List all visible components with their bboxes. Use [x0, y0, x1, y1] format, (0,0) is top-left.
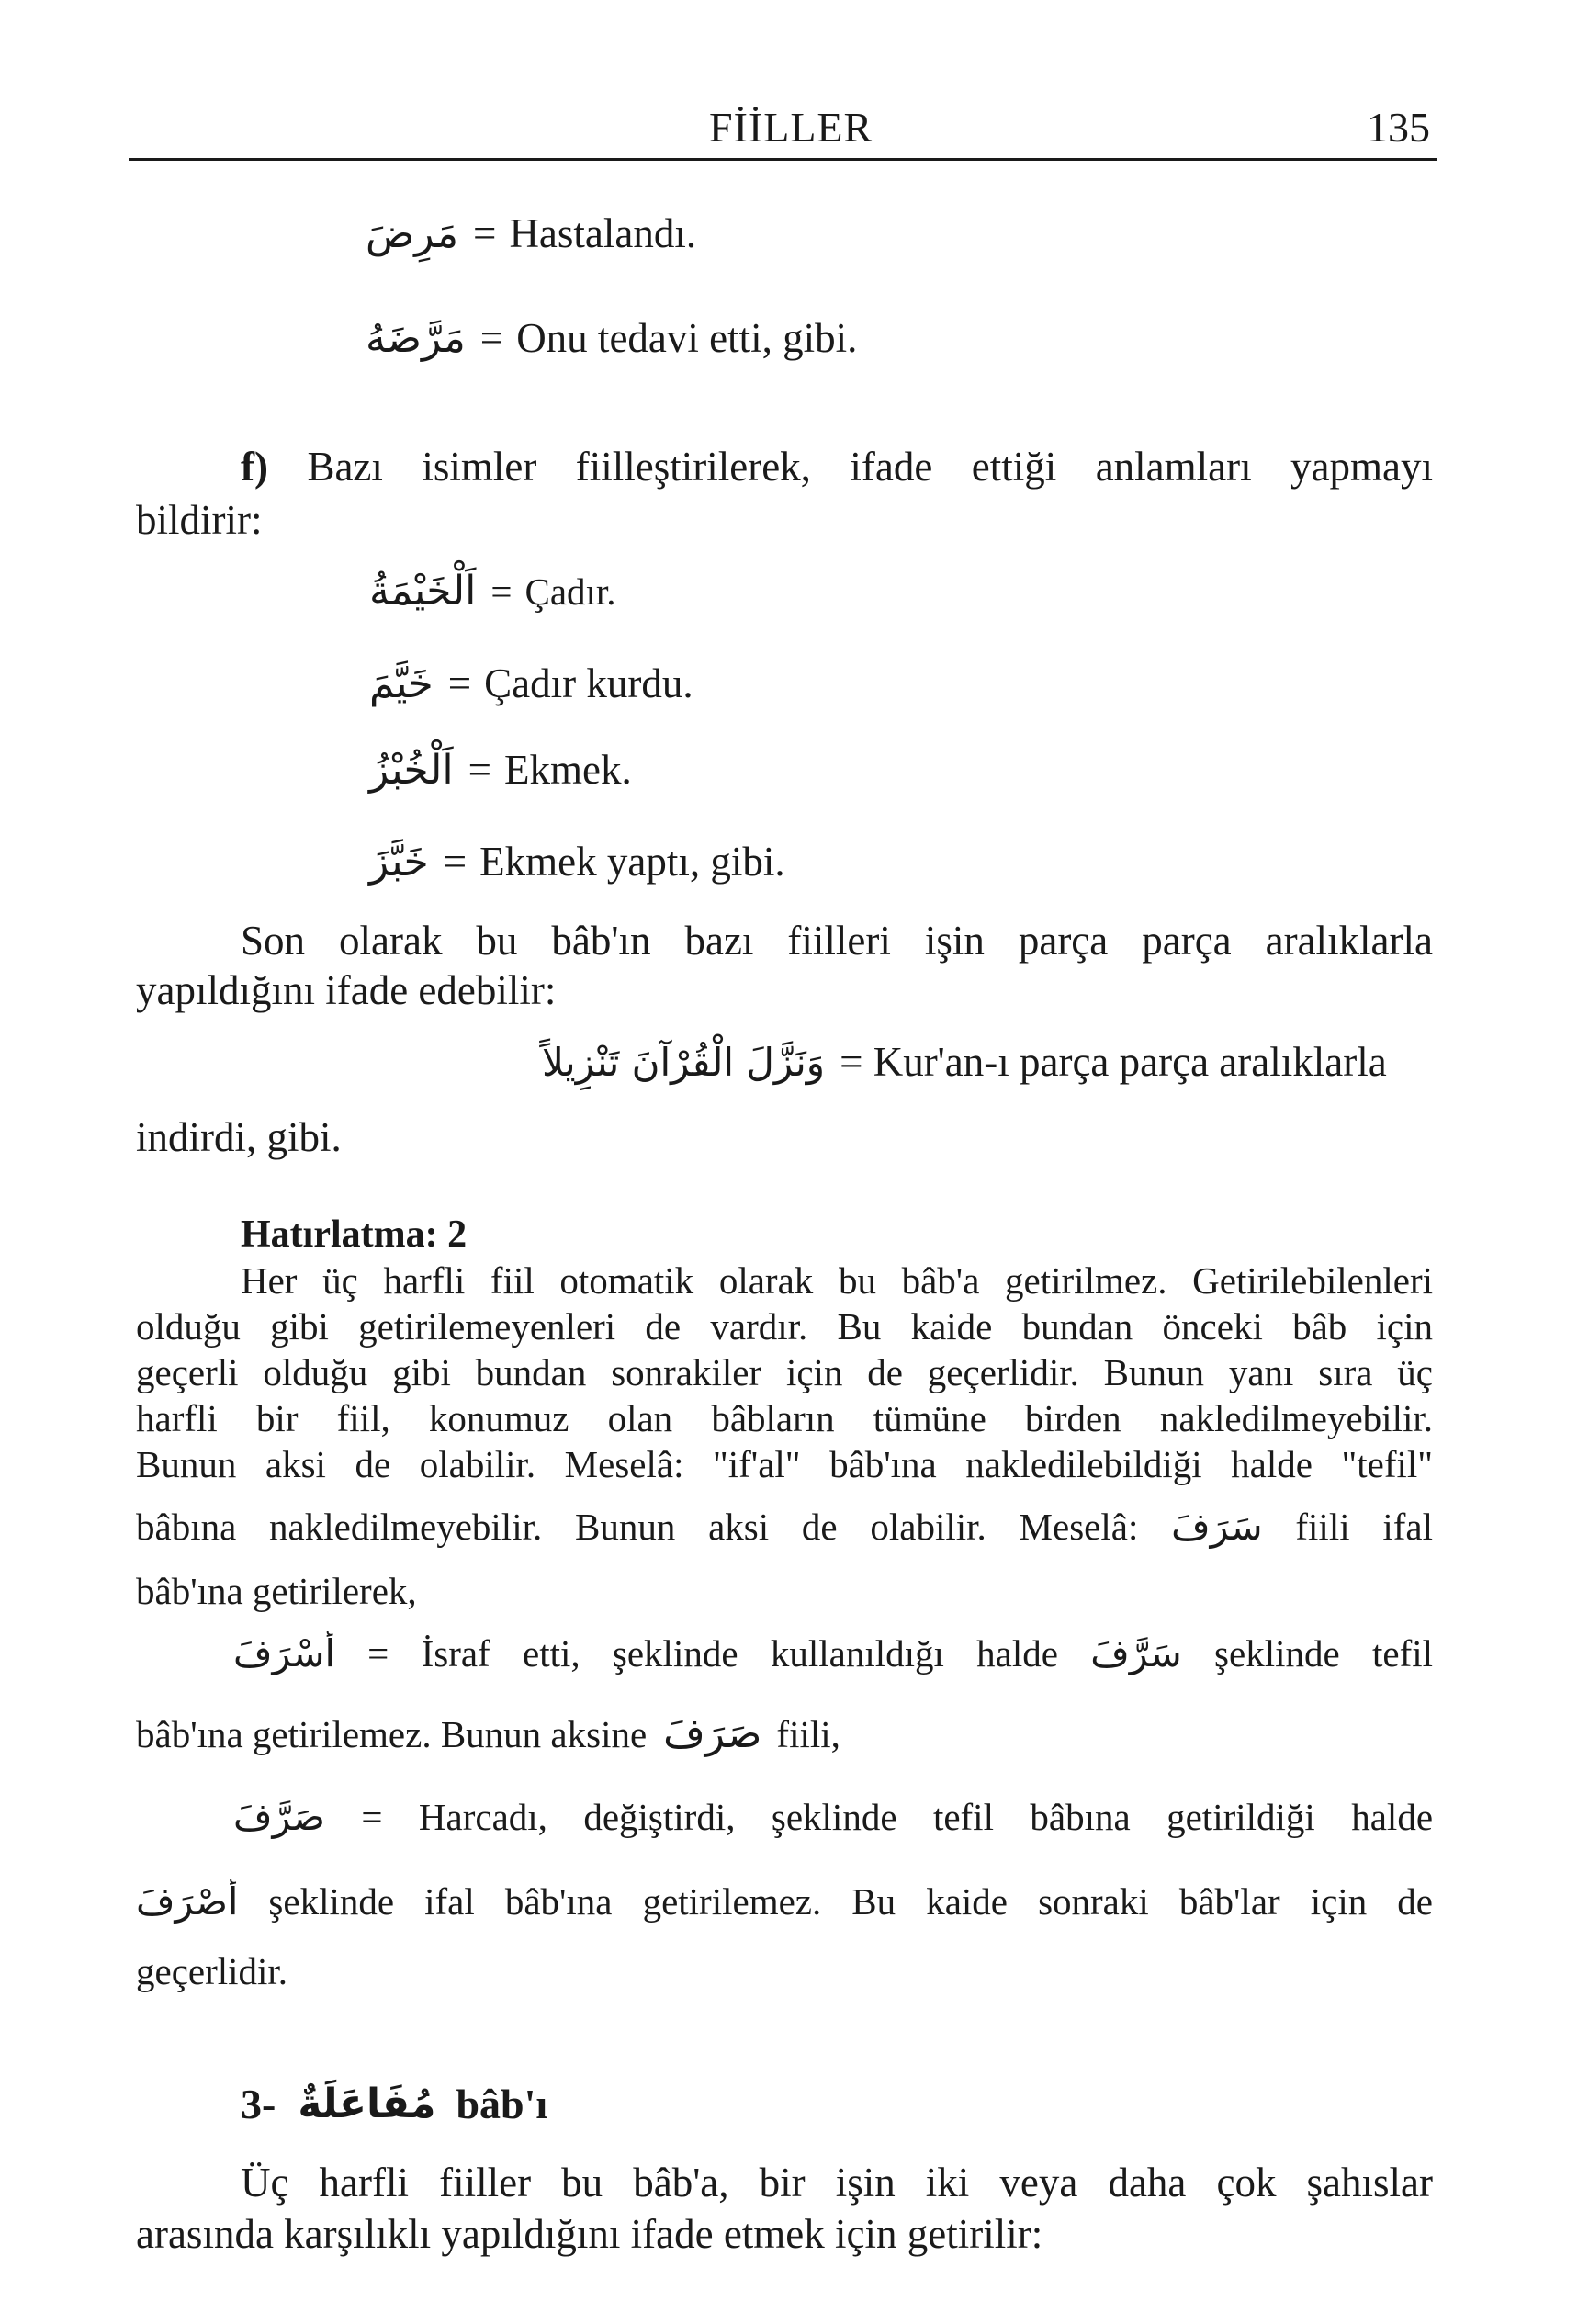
example-meaning: Ekmek yaptı, gibi. [479, 839, 785, 885]
reminder-line [136, 1710, 840, 1757]
closing-paragraph-meaning: = Kur'an-ı parça parça aralıklarla [840, 1039, 1387, 1085]
reminder-line [136, 1879, 1433, 1924]
section-title: bâb'ı [456, 2081, 548, 2127]
arabic-word: سَرَّفَ [1090, 1631, 1182, 1675]
example-row [369, 746, 632, 794]
reminder-heading: Hatırlatma: 2 [241, 1213, 468, 1256]
reminder-line [233, 1795, 1433, 1839]
reminder-line [136, 1505, 1433, 1549]
arabic-word: صَرَفَ [663, 1710, 762, 1757]
arabic-word: مَرَّضَهُ [366, 314, 466, 362]
example-meaning: Çadır. [524, 570, 616, 613]
arabic-word: سَرَفَ [1171, 1505, 1263, 1549]
closing-paragraph-line-1: Son olarak bu bâb'ın bazı fiilleri işin parça parça aralıklarla [241, 918, 1433, 964]
arabic-word: أَسْرَفَ [233, 1631, 335, 1675]
arabic-word: اَلْخُبْزُ [369, 746, 454, 794]
arabic-phrase: وَنَزَّلَ الْقُرْآنَ تَنْزِيلاً [542, 1039, 826, 1085]
example-row [369, 568, 616, 615]
section-number: 3- [241, 2081, 276, 2127]
equals-sign: = [443, 839, 468, 885]
closing-paragraph-line-4: indirdi, gibi. [136, 1114, 342, 1160]
reminder-text: şeklinde ifal bâb'ına getirilemez. Bu kaide sonraki bâb'lar için de [268, 1880, 1433, 1923]
example-meaning: Onu tedavi etti, gibi. [516, 315, 858, 361]
reminder-line: harfli bir fiil, konumuz olan bâbların tümüne birden nakledilmeyebilir. [136, 1397, 1433, 1439]
equals-sign: = [447, 660, 472, 706]
closing-paragraph-line-2: yapıldığını ifade edebilir: [136, 967, 557, 1013]
example-meaning: Çadır kurdu. [484, 660, 693, 706]
reminder-text: bâbına nakledilmeyebilir. Bunun aksi de olabilir. Meselâ: [136, 1506, 1139, 1548]
example-meaning: Ekmek. [503, 747, 632, 793]
reminder-line: geçerlidir. [136, 1950, 288, 1992]
arabic-word: مَرِضَ [366, 209, 459, 257]
reminder-line [233, 1631, 1433, 1675]
header-divider [129, 158, 1437, 161]
closing-paragraph-line-3 [542, 1038, 1387, 1086]
arabic-word: خَيَّمَ [369, 660, 434, 707]
page-number: 135 [1367, 104, 1430, 151]
reminder-line: geçerli olduğu gibi bundan sonrakiler için de geçerlidir. Bunun yanı sıra üç [136, 1351, 1433, 1393]
example-meaning: Hastalandı. [509, 210, 697, 256]
reminder-text: bâb'ına getirilemez. Bunun aksine [136, 1712, 648, 1755]
equals-sign: = [468, 747, 491, 793]
running-header-title: FİİLLER [709, 104, 873, 151]
equals-sign: = [479, 315, 504, 361]
section-marker: f) [241, 444, 268, 490]
reminder-line: olduğu gibi getirilemeyenleri de vardır. Bu kaide bundan önceki bâb için [136, 1305, 1433, 1348]
reminder-text: şeklinde tefil [1214, 1632, 1433, 1675]
reminder-text: fiili ifal [1295, 1506, 1433, 1548]
section-3-line-2: arasında karşılıklı yapıldığını ifade etmek için getirilir: [136, 2211, 1043, 2257]
equals-sign: = [473, 210, 497, 256]
section-f-line-1 [241, 443, 1433, 491]
section-f-line-2: bildirir: [136, 497, 263, 543]
reminder-text: fiili, [776, 1712, 840, 1755]
section-3-line-1: Üç harfli fiiller bu bâb'a, bir işin iki veya daha çok şahıslar [241, 2160, 1433, 2206]
section-f-text: Bazı isimler fiilleştirilerek, ifade ettiği anlamları yapmayı [307, 444, 1433, 490]
arabic-word: صَرَّفَ [233, 1795, 325, 1839]
example-row [369, 838, 785, 886]
reminder-line: Bunun aksi de olabilir. Meselâ: "if'al" bâb'ına nakledilebildiği halde "tefil" [136, 1443, 1433, 1485]
example-row [369, 660, 693, 707]
reminder-text: = Harcadı, değiştirdi, şeklinde tefil bâbına getirildiği halde [361, 1796, 1433, 1838]
section-3-heading [241, 2080, 547, 2128]
reminder-line: bâb'ına getirilerek, [136, 1570, 417, 1612]
arabic-word: مُفَاعَلَةٌ [298, 2081, 436, 2127]
equals-sign: = [490, 570, 513, 613]
arabic-word: أَصْرَفَ [136, 1879, 239, 1924]
arabic-word: خَبَّزَ [369, 838, 429, 886]
arabic-word: اَلْخَيْمَةُ [369, 568, 477, 615]
reminder-line: Her üç harfli fiil otomatik olarak bu bâb'a getirilmez. Getirilebilenleri [241, 1259, 1433, 1302]
example-row [366, 209, 696, 257]
reminder-text: = İsraf etti, şeklinde kullanıldığı halde [367, 1632, 1058, 1675]
example-row [366, 314, 857, 362]
